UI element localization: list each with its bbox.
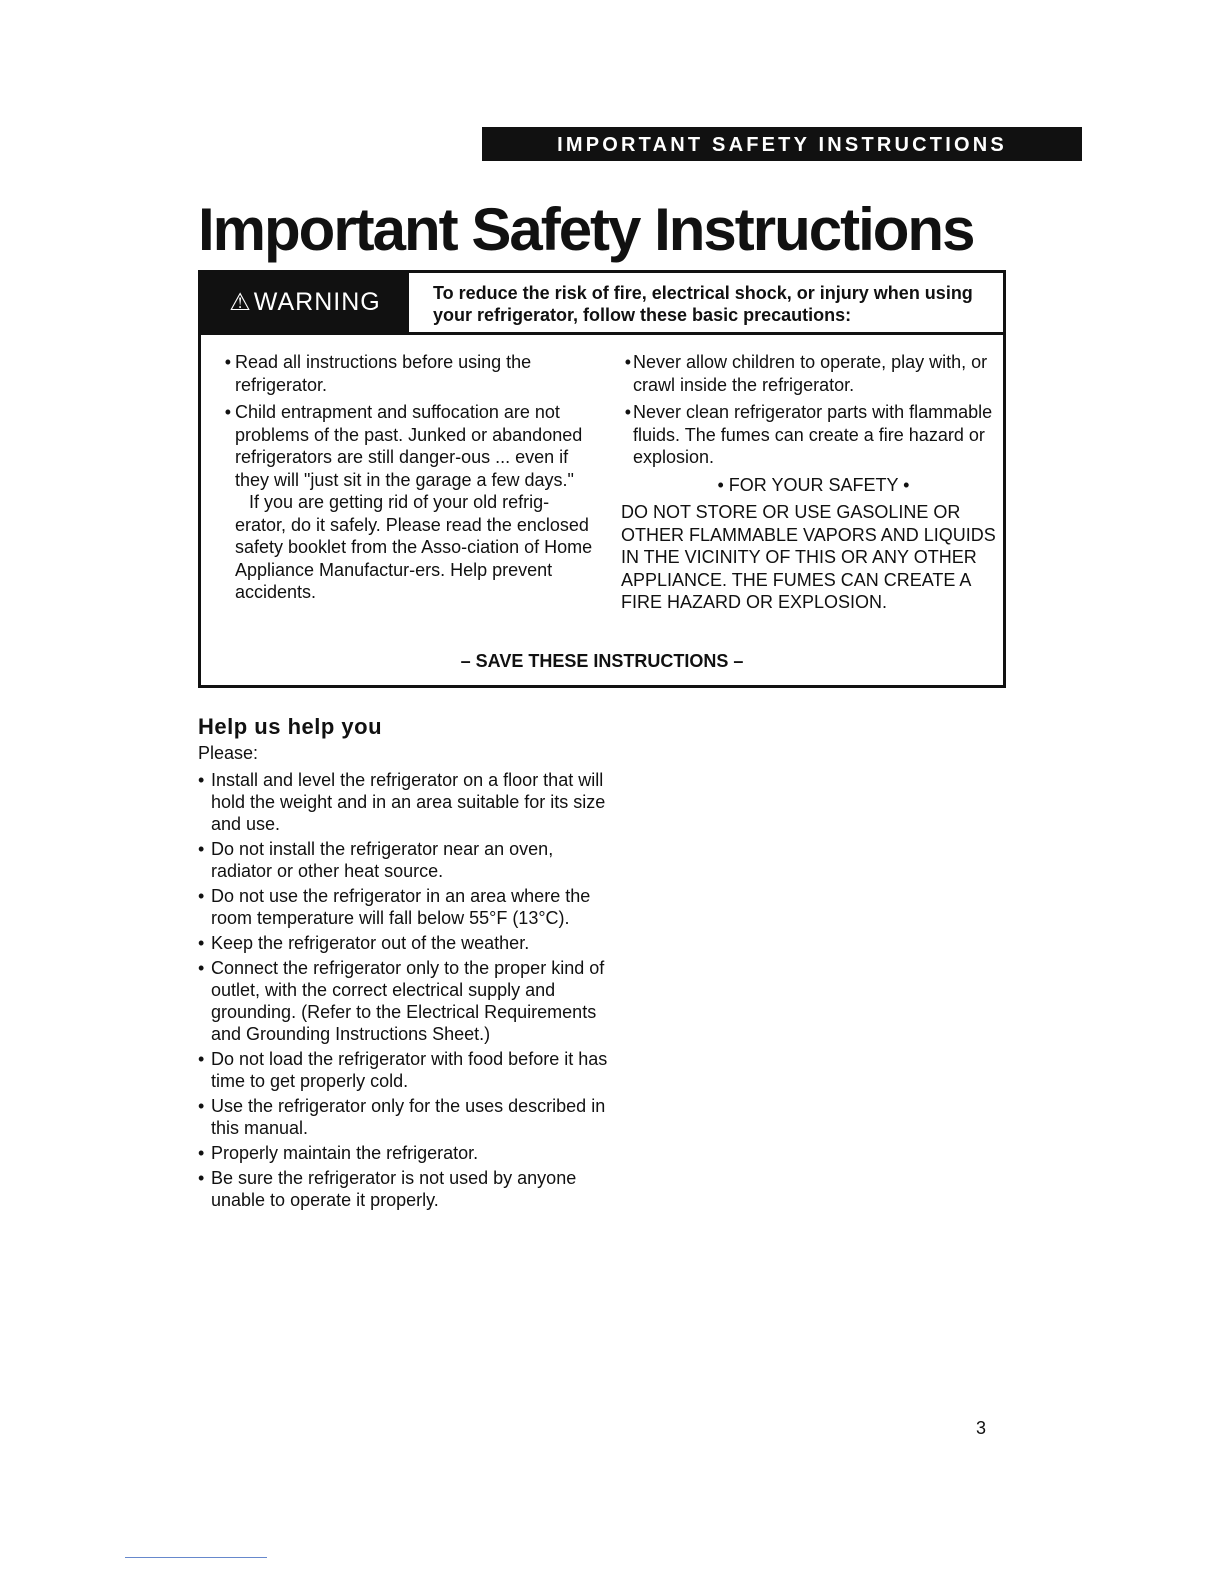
warning-bullet-text: Child entrapment and suffocation are not problems of the past. Junked or abandoned refrigerators are still danger-ous ... even if they will "just sit in the garage a few days.": [235, 402, 583, 490]
list-item: [198, 1095, 618, 1139]
bullet-icon: •: [198, 839, 205, 859]
bullet-icon: •: [624, 352, 631, 372]
bullet-icon: •: [198, 1049, 205, 1069]
bullet-icon: •: [198, 770, 205, 790]
for-your-safety-heading: • FOR YOUR SAFETY •: [717, 474, 910, 495]
bullet-icon: •: [198, 1143, 205, 1163]
list-item: [198, 838, 618, 882]
bullet-icon: •: [198, 886, 205, 906]
warning-left-column: [207, 351, 597, 604]
list-item-text: Be sure the refrigerator is not used by anyone unable to operate it properly.: [211, 1168, 577, 1210]
list-item: [198, 957, 618, 1045]
warning-bullet: [621, 351, 1006, 396]
list-item-text: Do not load the refrigerator with food before it has time to get properly cold.: [211, 1049, 608, 1091]
section-header-label: IMPORTANT SAFETY INSTRUCTIONS: [557, 133, 1007, 156]
list-item: [198, 1167, 618, 1211]
page-number: 3: [976, 1418, 987, 1438]
warning-bullet: [621, 401, 1006, 469]
warning-bullet: [207, 351, 597, 396]
warning-bullet-text: Never clean refrigerator parts with flammable fluids. The fumes can create a fire hazard or explosion.: [633, 402, 993, 467]
bullet-icon: •: [224, 352, 231, 372]
warning-bullet: [207, 401, 597, 491]
section-header-bar: [482, 127, 1082, 161]
warning-right-column: [621, 351, 1006, 614]
save-instructions-line: – SAVE THESE INSTRUCTIONS –: [460, 651, 744, 671]
list-item-text: Connect the refrigerator only to the proper kind of outlet, with the correct electrical supply and grounding. (Refer to the Electrical Requirements and Grounding Instructions Sheet.): [211, 958, 605, 1044]
safety-caps-text: DO NOT STORE OR USE GASOLINE OR OTHER FLAMMABLE VAPORS AND LIQUIDS IN THE VICINITY OF THIS OR ANY OTHER APPLIANCE. THE FUMES CAN CREATE A FIRE HAZARD OR EXPLOSION.: [621, 502, 996, 612]
list-item: [198, 885, 618, 929]
warning-bullet-text: Never allow children to operate, play with, or crawl inside the refrigerator.: [633, 352, 988, 395]
warning-paragraph: If you are getting rid of your old refrig-erator, do it safely. Please read the enclosed safety booklet from the Asso-ciation of Home Appliance Manufactur-ers. Help prevent accidents.: [235, 492, 593, 602]
list-item-text: Use the refrigerator only for the uses described in this manual.: [211, 1096, 606, 1138]
help-intro: Please:: [198, 743, 259, 763]
list-item-text: Do not use the refrigerator in an area where the room temperature will fall below 55°F (13°C).: [211, 886, 591, 928]
help-list: [198, 769, 618, 1211]
bottom-divider: [125, 1557, 267, 1558]
list-item: [198, 769, 618, 835]
help-section: [198, 712, 618, 1214]
bullet-icon: •: [224, 402, 231, 422]
bullet-icon: •: [198, 933, 205, 953]
warning-lead-text: To reduce the risk of fire, electrical shock, or injury when using your refrigerator, follow these basic precautions:: [433, 283, 973, 325]
list-item: [198, 932, 618, 954]
warning-box: [198, 270, 1006, 688]
list-item-text: Do not install the refrigerator near an oven, radiator or other heat source.: [211, 839, 554, 881]
warning-triangle-icon: ⚠: [229, 288, 252, 316]
list-item: [198, 1048, 618, 1092]
list-item-text: Install and level the refrigerator on a floor that will hold the weight and in an area suitable for its size and use.: [211, 770, 606, 834]
list-item: [198, 1142, 618, 1164]
warning-badge: [201, 273, 409, 332]
warning-header-row: [201, 273, 1003, 335]
warning-bullet-text: Read all instructions before using the refrigerator.: [235, 352, 532, 395]
warning-badge-label: WARNING: [253, 288, 381, 316]
bullet-icon: •: [198, 1096, 205, 1116]
bullet-icon: •: [624, 402, 631, 422]
list-item-text: Keep the refrigerator out of the weather.: [211, 933, 530, 953]
bullet-icon: •: [198, 958, 205, 978]
list-item-text: Properly maintain the refrigerator.: [211, 1143, 479, 1163]
page-title: Important Safety Instructions: [198, 196, 974, 263]
help-heading: Help us help you: [198, 714, 383, 739]
bullet-icon: •: [198, 1168, 205, 1188]
